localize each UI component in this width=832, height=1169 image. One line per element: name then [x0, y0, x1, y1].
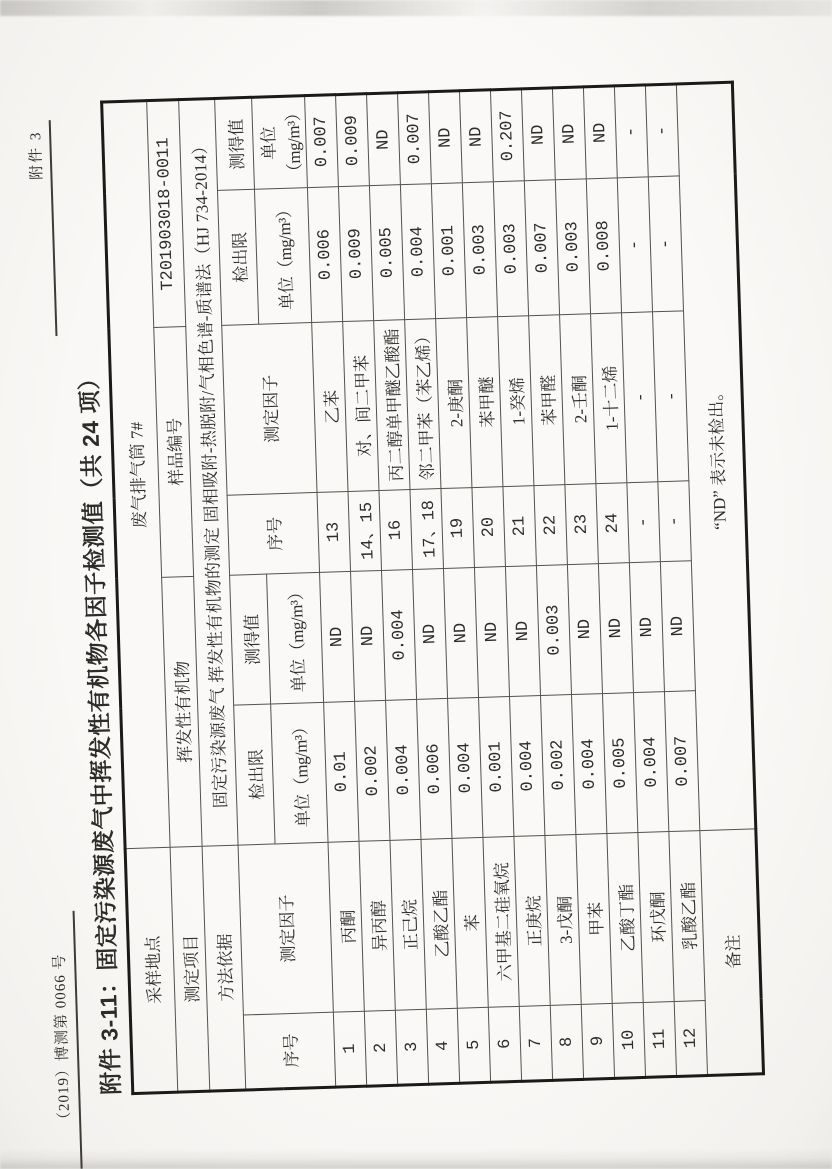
header-value-left: 测得值 [230, 574, 271, 705]
cell-limit: 0.009 [338, 186, 373, 322]
header-limit-left: 检出限 [234, 704, 275, 845]
cell-value: 0.007 [398, 92, 432, 185]
cell-value: ND [521, 88, 555, 181]
cell-index: 16 [379, 490, 412, 571]
cell-limit: 0.007 [664, 691, 699, 832]
cell-factor: 苯 [452, 837, 488, 1008]
cell-factor: 邻二甲苯（苯乙烯） [405, 319, 441, 490]
header-factor-right: 测定因子 [222, 323, 317, 496]
cell-limit: 0.002 [355, 700, 390, 841]
cell-index: 7 [519, 1005, 552, 1081]
cell-value: ND [428, 91, 462, 184]
cell-factor: 六甲基二硅氧烷 [483, 836, 519, 1007]
cell-value: ND [412, 569, 447, 700]
project-value: 挥发性有机物 [162, 576, 202, 847]
cell-value: 0.004 [382, 569, 417, 700]
header-limit-right: 检出限 [217, 189, 258, 325]
cell-factor: 2-庚酮 [436, 318, 472, 489]
cell-index: - [658, 481, 691, 562]
cell-limit: 0.006 [417, 698, 452, 839]
cell-limit: 0.003 [555, 179, 590, 315]
header-index-left: 序号 [243, 1012, 335, 1090]
cell-value: - [614, 85, 648, 178]
cell-factor: 3-戊酮 [545, 834, 581, 1005]
cell-value: - [645, 84, 679, 177]
cell-factor: - [653, 311, 689, 482]
cell-factor: 环戊酮 [638, 832, 674, 1003]
cell-value: ND [552, 87, 586, 180]
cell-factor: 正庚烷 [514, 835, 550, 1006]
cell-factor: 苯甲醛 [529, 315, 565, 486]
cell-factor: 正己烷 [390, 839, 426, 1010]
attachment-label: 附件 3 [24, 120, 58, 337]
cell-index: 20 [472, 487, 505, 568]
cell-limit: 0.004 [633, 692, 668, 833]
remark-label: 备注 [700, 829, 764, 1076]
cell-factor: 乙酸丁酯 [607, 833, 643, 1004]
method-value: 固定污染源废气 挥发性有机物的测定 固相吸附-热脱附/气相色谱-质谱法（HJ 734-2014） [179, 98, 238, 846]
unit-limit-left: 单位（mg/m³） [271, 702, 328, 844]
unit-limit-right: 单位（mg/m³） [254, 188, 311, 325]
cell-value: 0.003 [536, 565, 571, 696]
cell-limit: 0.01 [324, 701, 359, 842]
cell-index: 22 [534, 485, 567, 566]
cell-index: 14、15 [348, 491, 381, 572]
cell-limit: 0.001 [431, 183, 466, 319]
cell-factor: 丙二醇单甲醚乙酸酯 [374, 320, 410, 491]
cell-value: ND [583, 86, 617, 179]
project-label: 测定项目 [170, 846, 210, 1092]
cell-value: ND [567, 564, 602, 695]
cell-limit: - [617, 177, 652, 313]
cell-limit: 0.007 [524, 180, 559, 316]
sample-no-label: 样品编号 [154, 326, 194, 577]
cell-factor: 1-癸烯 [498, 316, 534, 487]
cell-limit: 0.003 [493, 181, 528, 317]
cell-index: 2 [364, 1010, 397, 1086]
cell-index: 13 [317, 491, 350, 572]
header-index-right: 序号 [227, 492, 319, 575]
cell-index: 6 [488, 1006, 521, 1082]
cell-index: 4 [426, 1008, 459, 1084]
cell-value: 0.007 [305, 95, 339, 188]
method-label: 方法依据 [202, 845, 246, 1091]
doc-number: （2019）博测第 0066 号 [47, 911, 83, 1169]
cell-value: ND [443, 568, 478, 699]
cell-limit: 0.008 [586, 178, 621, 314]
cell-value: ND [629, 562, 664, 693]
cell-limit: 0.004 [510, 696, 545, 837]
cell-index: 3 [395, 1009, 428, 1085]
cell-limit: 0.004 [448, 697, 483, 838]
cell-index: 9 [581, 1003, 614, 1079]
cell-factor: 乙苯 [312, 322, 348, 493]
cell-index: 24 [596, 483, 629, 564]
cell-index: 19 [441, 488, 474, 569]
cell-factor: 乙酸乙酯 [421, 838, 457, 1009]
cell-value: ND [320, 571, 355, 702]
cell-index: 10 [612, 1002, 645, 1078]
header-factor-left: 测定因子 [238, 842, 333, 1015]
cell-limit: 0.004 [386, 699, 421, 840]
header-value-right: 测得值 [215, 97, 255, 190]
page-title: 附件 3-11：固定污染源废气中挥发性有机物各因子检测值（共 24 项） [75, 366, 125, 1096]
cell-value: ND [598, 563, 633, 694]
cell-factor: 2-壬酮 [560, 314, 596, 485]
cell-factor: 对、间二甲苯 [343, 321, 379, 492]
cell-factor: 1-十二烯 [591, 313, 627, 484]
cell-index: 17、18 [410, 489, 443, 570]
cell-limit: 0.002 [541, 695, 576, 836]
cell-index: 1 [333, 1011, 366, 1087]
cell-limit: - [648, 176, 683, 312]
cell-limit: 0.004 [400, 184, 435, 320]
cell-limit: 0.004 [571, 694, 606, 835]
cell-value: ND [505, 566, 540, 697]
cell-factor: 丙酮 [328, 841, 364, 1012]
cell-index: 23 [565, 484, 598, 565]
cell-factor: 苯甲醚 [467, 317, 503, 488]
report-table [100, 81, 765, 1095]
cell-limit: 0.001 [479, 697, 514, 838]
cell-index: 8 [550, 1004, 583, 1080]
cell-index: 21 [503, 486, 536, 567]
cell-value: ND [459, 90, 493, 183]
sampling-site-value: 废气排气筒 7# [102, 101, 170, 849]
cell-limit: 0.003 [462, 182, 497, 318]
cell-value: ND [367, 93, 401, 186]
cell-index: 11 [643, 1001, 676, 1077]
cell-value: ND [474, 567, 509, 698]
unit-value-left: 单位（mg/m³） [267, 572, 324, 704]
cell-factor: 乳酸乙酯 [669, 831, 705, 1002]
cell-limit: 0.005 [369, 185, 404, 321]
unit-value-right: 单位（mg/m³） [252, 96, 308, 190]
cell-factor: 甲苯 [576, 834, 612, 1005]
cell-limit: 0.006 [307, 187, 342, 323]
cell-index: 12 [674, 1001, 707, 1077]
cell-factor: 异丙醇 [359, 840, 395, 1011]
cell-value: ND [351, 570, 386, 701]
cell-index: - [627, 482, 660, 563]
remark-value: “ND” 表示未检出。 [676, 82, 755, 830]
cell-limit: 0.005 [602, 693, 637, 834]
cell-value: ND [660, 561, 695, 692]
sample-no-value: T201903018-0011 [147, 100, 186, 328]
cell-value: 0.207 [490, 89, 524, 182]
sampling-site-label: 采样地点 [125, 847, 178, 1093]
cell-index: 5 [457, 1007, 490, 1083]
cell-factor: - [622, 312, 658, 483]
cell-value: 0.009 [336, 94, 370, 187]
